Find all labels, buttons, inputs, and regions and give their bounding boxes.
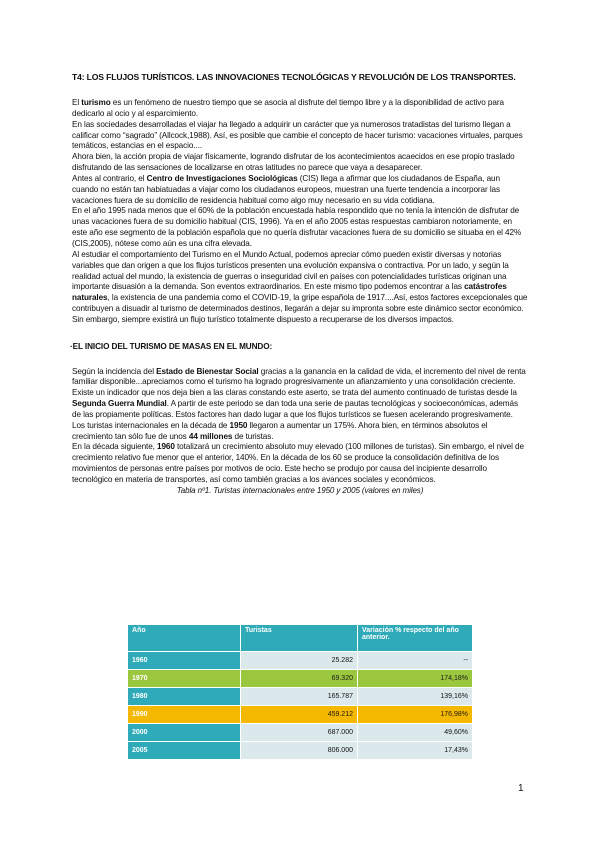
- table-caption: Tabla nº1. Turistas internacionales entre 1950 y 2005 (valores en miles): [176, 485, 424, 495]
- header-tourists: Turistas: [241, 625, 358, 652]
- paragraph-viajar: Ahora bien, la acción propia de viajar físicamente, logrando disfrutar de los acontecimientos acaecidos en ese propio traslado disfrutando de las sensaciones de localizarse en otras latitudes no parece que vaya a desaparecer.: [72, 152, 515, 173]
- table-row: 2000 687.000 49,60%: [128, 724, 473, 742]
- table-row: 1960 25.282 --: [128, 652, 473, 670]
- tourists-table: [127, 624, 473, 760]
- paragraph-sagrado: En las sociedades desarrolladas el viajar ha llegado a adquirir un carácter que ya numerosos tratadistas del turismo llegan a calificar como “sagrado” (Allcock,1988). Así, es posible que cambie el concepto de hacer turismo: vacaciones virtuales, parques temáticos, estancias en el espacio....: [72, 119, 523, 151]
- paragraph-mundo-actual: Al estudiar el comportamiento del Turismo en el Mundo Actual, podemos apreciar cómo pueden existir diversas y notorias variables que dan origen a que los flujos turísticos presenten una evolución expansiva o contractiva. Por un lado, y según la realidad actual del mundo, la existencia de guerras o inseguridad civil en países con potencialidades turísticas originan una importante disuasión a la demanda. Son eventos extraordinarios. En este mismo tipo podemos encontrar a las catástrofes naturales, la existencia de una pandemia como el COVID-19, la gripe española de 1917....Así, estos factores excepcionales que contribuyen a disuadir al turismo de determinados destinos, llegarán a dejar su impronta sobre este dinámico sector económico. Sin embargo, siempre existirá un flujo turístico totalmente dispuesto a recuperarse de los diversos impactos.: [72, 249, 528, 324]
- paragraph-turismo: El turismo es un fenómeno de nuestro tiempo que se asocia al disfrute del tiempo libre y a la disponibilidad de activo para dedicarlo al ocio y al esparcimiento.: [72, 98, 504, 118]
- paragraph-indicador: Existe un indicador que nos deja bien a las claras constando este aserto, se trata del aumento continuado de turistas desde la Segunda Guerra Mundial. A partir de este periodo se dan toda una serie de pautas tecnológicas y socioeconómicas, además de las propiamente políticas. Estos factores han dado lugar a que los flujos turísticos se fuesen acelerando progresivamente.: [72, 388, 518, 419]
- table-row: 1970 69.320 174,18%: [128, 670, 473, 688]
- header-variation: Variación % respecto del año anterior.: [358, 625, 473, 652]
- header-year: Año: [128, 625, 241, 652]
- paragraph-1950: Los turistas internacionales en la década de 1950 llegaron a aumentar un 175%. Ahora bien, en términos absolutos el crecimiento tan sólo fue de unos 44 millones de turistas.: [72, 420, 488, 441]
- page-number: 1: [518, 783, 524, 794]
- table-header-row: [128, 625, 473, 652]
- paragraph-1995: En el año 1995 nada menos que el 60% de la población encuestada había respondido que no tenía la intención de disfrutar de unas vacaciones fuera de su domicilio habitual (CIS, 1996). Ya en el año 2005 estas respuestas cambiaron notoriamente, en este año ese segmento de la población española que no quería disfrutar vacaciones fuera de su domicilio se situaba en el 42% (CIS,2005), nótese como aún es una cifra elevada.: [72, 206, 522, 248]
- paragraph-cis: Antes al contrario, el Centro de Investigaciones Sociológicas (CIS) llega a afirmar que los ciudadanos de España, aun cuando no están tan habiatuadas a viajar como los ciudadanos europeos, muestran una fuerte tendencia a incorporar las vacaciones fuera de su domicilio de residencia habitual como algo muy necesario en su vida cotidiana.: [72, 173, 500, 205]
- table-row: 1980 165.787 139,16%: [128, 688, 473, 706]
- paragraph-bienestar: Según la incidencia del Estado de Bienestar Social gracias a la ganancia en la calidad de vida, el incremento del nivel de renta familiar disponible...apreciamos como el turismo ha logrado progresivamente un afianzamiento y una consolidación creciente.: [72, 366, 526, 387]
- document-title: T4: LOS FLUJOS TURÍSTICOS. LAS INNOVACIONES TECNOLÓGICAS Y REVOLUCIÓN DE LOS TRANSPORTES.: [72, 72, 516, 82]
- table-row: 2005 806.000 17,43%: [128, 742, 473, 760]
- paragraph-1960: En la década siguiente, 1960 totalizará un crecimiento absoluto muy elevado (100 millones de turistas). Sin embargo, el nivel de crecimiento relativo fue menor que el anterior, 140%. En la década de los 60 se produce la consolidación definitiva de los movimientos de personas entre países por motivos de ocio. Este hecho se produjo por causa del incipiente desarrollo tecnológico en materia de transportes, así como también gracias a los avances sociales y económicos.: [72, 442, 524, 484]
- table-row: 1990 459.212 176,98%: [128, 706, 473, 724]
- document-body: [72, 98, 528, 497]
- section-heading: ·EL INICIO DEL TURISMO DE MASAS EN EL MUNDO:: [70, 341, 273, 351]
